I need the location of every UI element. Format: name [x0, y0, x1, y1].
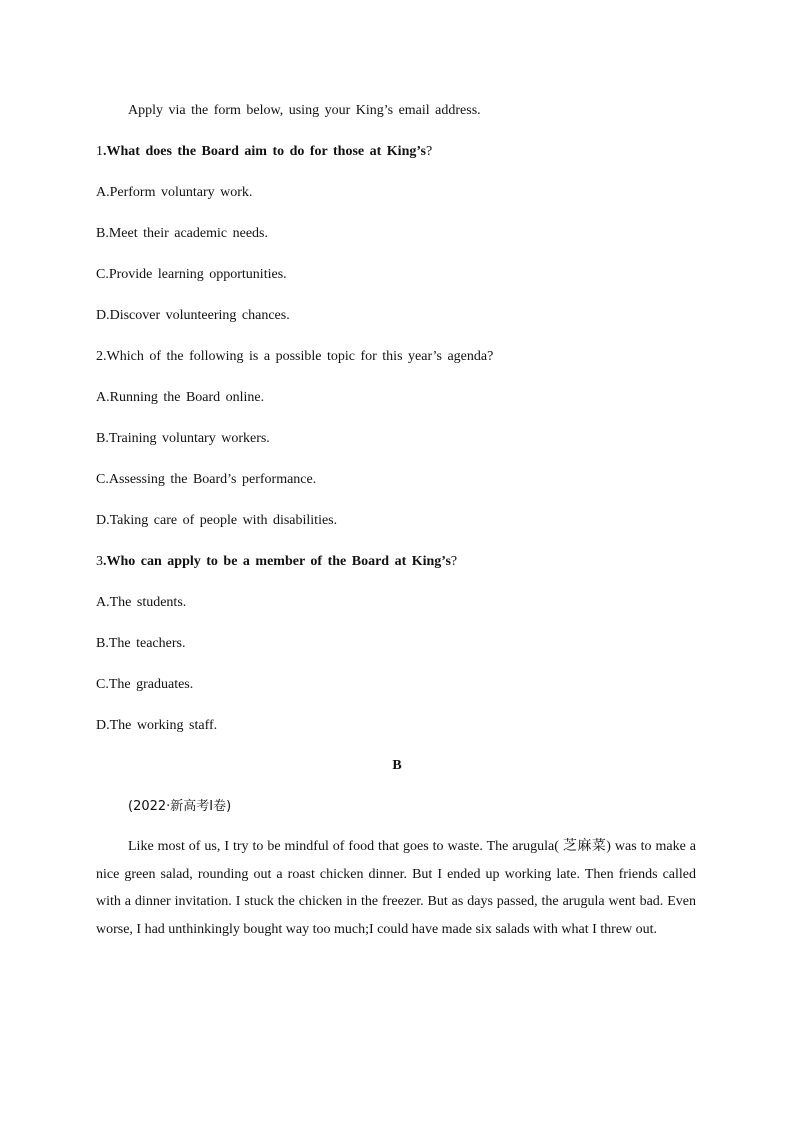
question-number: 1 [96, 144, 103, 159]
question-number: 3 [96, 554, 103, 569]
question-stem: .What does the Board aim to do for those at King’s [103, 144, 426, 159]
option-2d: D.Taking care of people with disabilities. [96, 513, 338, 528]
option-3a: A.The students. [96, 595, 187, 610]
option-2c: C.Assessing the Board’s performance. [96, 472, 317, 487]
intro-text: Apply via the form below, using your King’s email address. [128, 103, 481, 118]
section-heading: B [392, 758, 402, 773]
option-3d: D.The working staff. [96, 718, 218, 733]
question-3 [96, 553, 457, 571]
option-2b: B.Training voluntary workers. [96, 431, 270, 446]
question-end: ? [450, 554, 458, 569]
source-label: (2022·新高考Ⅰ卷) [128, 799, 232, 814]
question-stem: .Which of the following is a possible topic for this year’s agenda? [103, 349, 494, 364]
option-2a: A.Running the Board online. [96, 390, 265, 405]
question-number: 2 [96, 349, 103, 364]
option-3b: B.The teachers. [96, 636, 186, 651]
question-stem: .Who can apply to be a member of the Board at King’s [103, 554, 451, 569]
option-1c: C.Provide learning opportunities. [96, 267, 287, 282]
question-1 [96, 143, 432, 161]
option-1a: A.Perform voluntary work. [96, 185, 253, 200]
question-2 [96, 348, 493, 366]
question-end: ? [425, 144, 433, 159]
option-1b: B.Meet their academic needs. [96, 226, 268, 241]
option-1d: D.Discover volunteering chances. [96, 308, 290, 323]
passage-paragraph: Like most of us, I try to be mindful of food that goes to waste. The arugula( 芝麻菜) was to make a nice green salad, rounding out a roast chicken dinner. But I ended up working late. Then friends called with a dinner invitation. I stuck the chicken in the freezer. But as days passed, the arugula went bad. Even worse, I had unthinkingly bought way too much;I could have made six salads with what I threw out. [96, 839, 696, 938]
option-3c: C.The graduates. [96, 677, 194, 692]
